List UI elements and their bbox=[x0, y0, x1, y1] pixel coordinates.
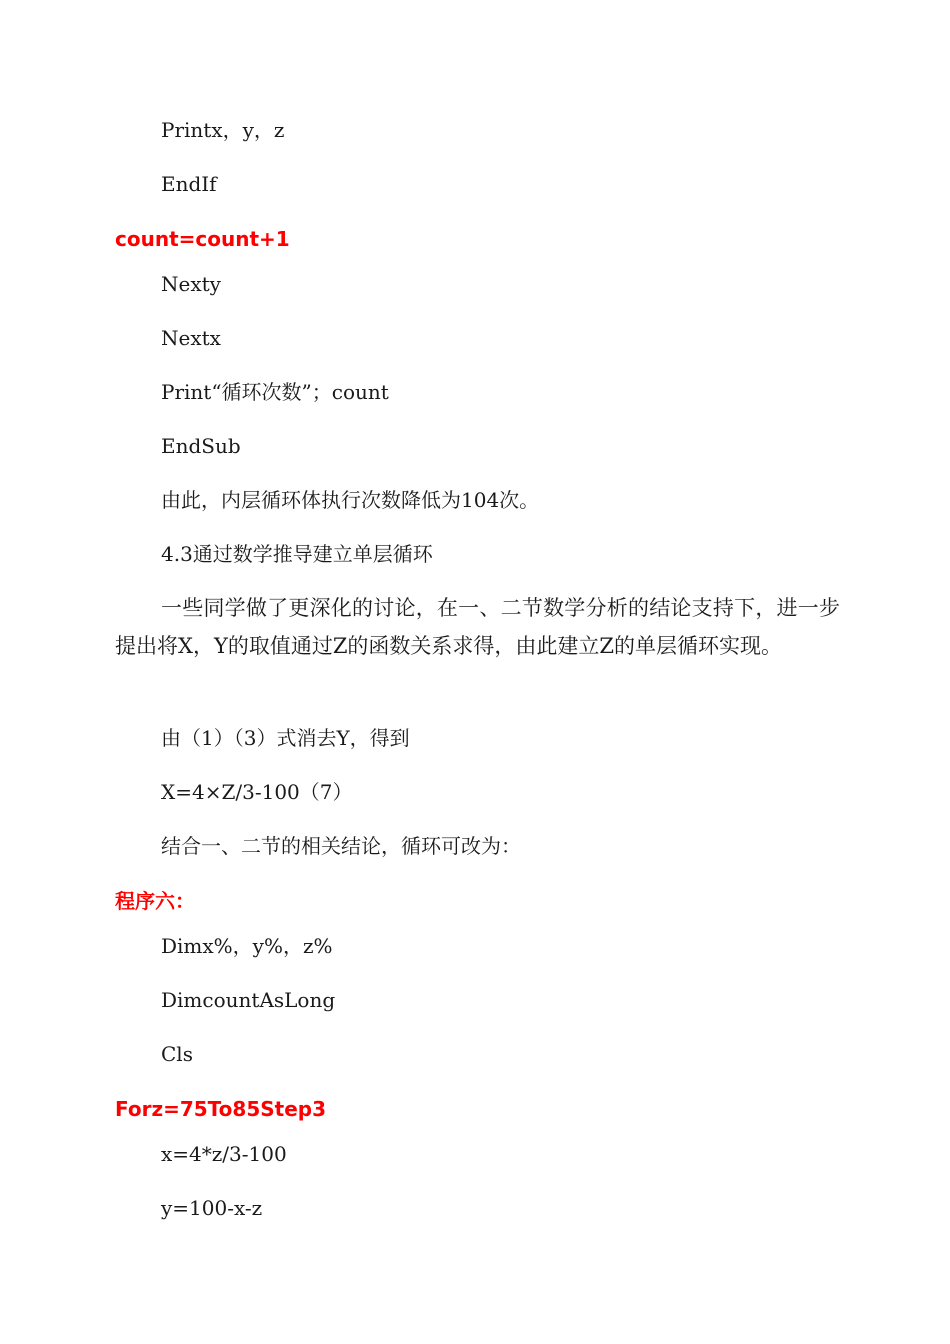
code-line-count-increment: count=count+1 bbox=[115, 227, 290, 251]
formula-line-7: X=4×Z/3-100（7） bbox=[161, 780, 353, 804]
code-line-for-z: Forz=75To85Step3 bbox=[115, 1097, 327, 1121]
program-six-heading: 程序六： bbox=[115, 889, 195, 913]
code-line-next-x: Nextx bbox=[161, 326, 221, 350]
text-line-result: 由此，内层循环体执行次数降低为104次。 bbox=[161, 488, 540, 512]
code-line-next-y: Nexty bbox=[161, 272, 221, 296]
code-line-print-xyz: Printx，y，z bbox=[161, 118, 285, 142]
code-line-endif: EndIf bbox=[161, 172, 217, 196]
section-heading-4-3: 4.3通过数学推导建立单层循环 bbox=[161, 542, 433, 566]
text-line-loop-change: 结合一、二节的相关结论，循环可改为： bbox=[161, 834, 521, 858]
paragraph-discussion: 一些同学做了更深化的讨论，在一、二节数学分析的结论支持下，进一步提出将X，Y的取值通过Z的函数关系求得，由此建立Z的单层循环实现。 bbox=[115, 596, 840, 658]
code-line-print-count: Print“循环次数”；count bbox=[161, 380, 389, 404]
code-line-end-sub: EndSub bbox=[161, 434, 241, 458]
code-line-dim-count: DimcountAsLong bbox=[161, 988, 336, 1012]
text-line-eliminate-y: 由（1）（3）式消去Y，得到 bbox=[161, 726, 410, 750]
code-line-dim-xyz: Dimx%，y%，z% bbox=[161, 934, 333, 958]
code-line-cls: Cls bbox=[161, 1042, 193, 1066]
code-line-y-assign: y=100-x-z bbox=[161, 1196, 263, 1220]
code-line-x-assign: x=4*z/3-100 bbox=[161, 1142, 287, 1166]
